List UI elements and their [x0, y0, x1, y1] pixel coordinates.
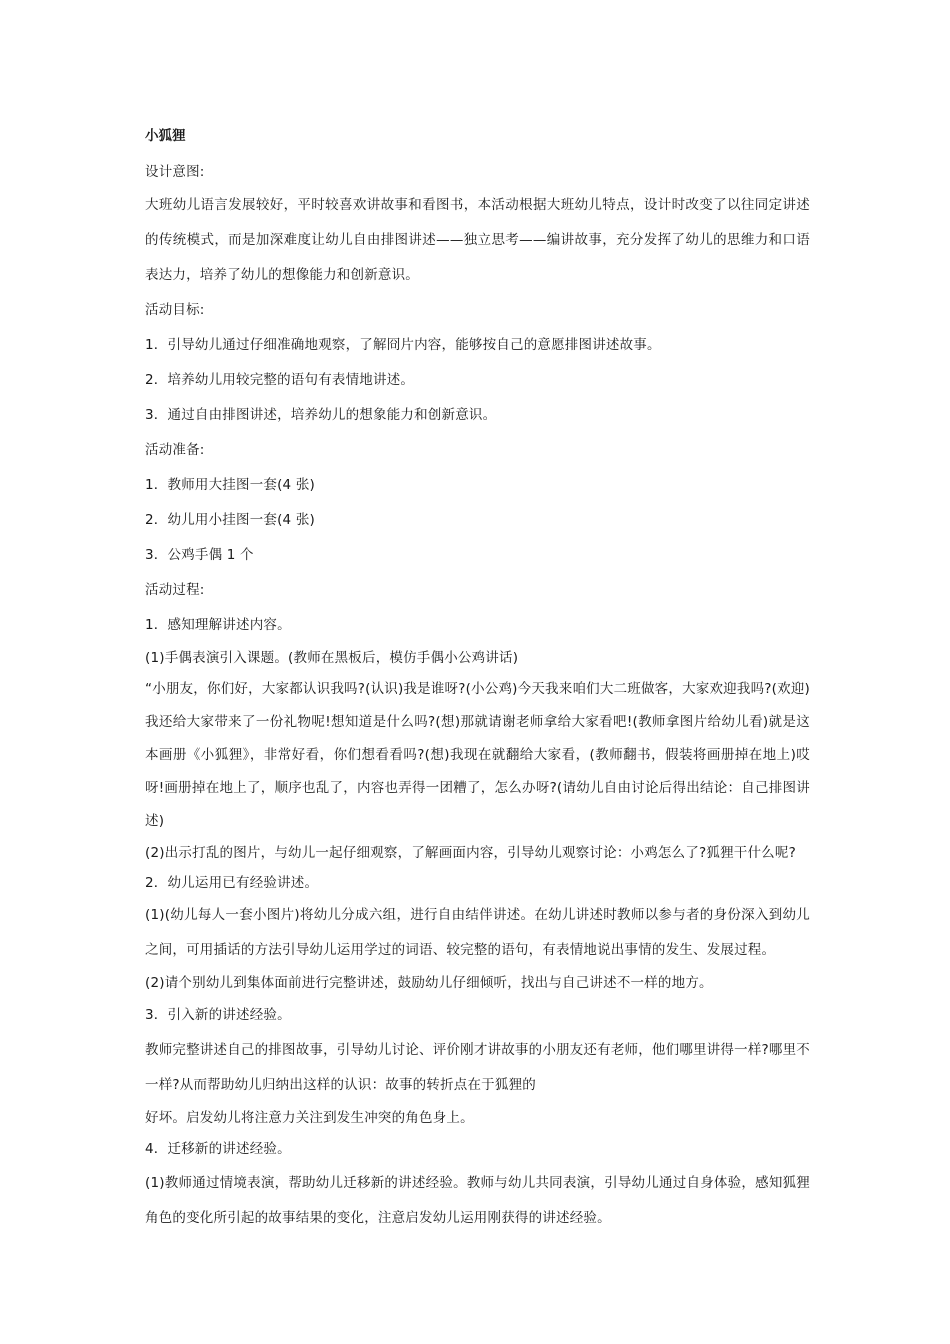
document-title: 小狐狸 — [145, 128, 186, 144]
paragraph-design-intent: 大班幼儿语言发展较好，平时较喜欢讲故事和看图书，本活动根据大班幼儿特点，设计时改变了以往同定讲述的传统模式，而是加深难度让幼儿自由排图讲述——独立思考——编讲故事，充分发挥了幼儿的思维力和口语表达力，培养了幼儿的想像能力和创新意识。 — [145, 197, 810, 283]
process-step-1: 1．感知理解讲述内容。 — [145, 617, 291, 633]
heading-activity-goals: 活动目标: — [145, 302, 205, 318]
prep-item-2: 2．幼儿用小挂图一套(4 张) — [145, 512, 316, 528]
process-step-3-cont: 好坏。启发幼儿将注意力关注到发生冲突的角色身上。 — [145, 1110, 474, 1126]
process-step-4: 4．迁移新的讲述经验。 — [145, 1141, 291, 1157]
document-page — [145, 126, 810, 1236]
process-step-3-text: 教师完整讲述自己的排图故事，引导幼儿讨论、评价刚才讲故事的小朋友还有老师，他们哪里讲得一样?哪里不一样?从而帮助幼儿归纳出这样的认识：故事的转折点在于狐狸的 — [145, 1042, 810, 1093]
process-step-4-1: (1)教师通过情境表演，帮助幼儿迁移新的讲述经验。教师与幼儿共同表演，引导幼儿通过自身体验，感知狐狸角色的变化所引起的故事结果的变化，注意启发幼儿运用刚获得的讲述经验。 — [145, 1175, 810, 1226]
prep-item-3: 3．公鸡手偶 1 个 — [145, 547, 254, 563]
process-step-2: 2．幼儿运用已有经验讲述。 — [145, 875, 319, 891]
process-step-2-1: (1)(幼儿每人一套小图片)将幼儿分成六组，进行自由结伴讲述。在幼儿讲述时教师以参与者的身份深入到幼儿之间，可用插话的方法引导幼儿运用学过的词语、较完整的语句，有表情地说出事情的发生、发展过程。 — [145, 907, 810, 958]
process-step-3: 3．引入新的讲述经验。 — [145, 1007, 291, 1023]
process-step-2-2: (2)请个别幼儿到集体面前进行完整讲述，鼓励幼儿仔细倾听，找出与自己讲述不一样的地方。 — [145, 975, 713, 991]
heading-design-intent: 设计意图: — [145, 164, 205, 180]
goal-item-1: 1．引导幼儿通过仔细准确地观察，了解冏片内容，能够按自己的意愿排图讲述故事。 — [145, 337, 661, 353]
heading-activity-process: 活动过程: — [145, 582, 205, 598]
process-dialogue: “小朋友，你们好，大家都认识我吗?(认识)我是谁呀?(小公鸡)今天我来咱们大二班做客，大家欢迎我吗?(欢迎)我还给大家带来了一份礼物呢!想知道是什么吗?(想)那就请谢老师拿给大家看吧!(教师拿图片给幼儿看)就是这本画册《小狐狸》，非常好看，你们想看看吗?(想)我现在就翻给大家看，(教师翻书，假装将画册掉在地上)哎呀!画册掉在地上了，顺序也乱了，内容也弄得一团糟了，怎么办呀?(请幼儿自由讨论后得出结论：自己排图讲述) — [145, 681, 810, 829]
process-step-1-1: (1)手偶表演引入课题。(教师在黑板后，模仿手偶小公鸡讲话) — [145, 650, 519, 666]
goal-item-2: 2．培养幼儿用较完整的语句有表情地讲述。 — [145, 372, 415, 388]
goal-item-3: 3．通过自由排图讲述，培养幼儿的想象能力和创新意识。 — [145, 407, 497, 423]
process-step-1-2: (2)出示打乱的图片，与幼儿一起仔细观察，了解画面内容，引导幼儿观察讨论：小鸡怎么了?狐狸干什么呢? — [145, 845, 796, 861]
heading-activity-prep: 活动准备: — [145, 442, 205, 458]
prep-item-1: 1．教师用大挂图一套(4 张) — [145, 477, 316, 493]
